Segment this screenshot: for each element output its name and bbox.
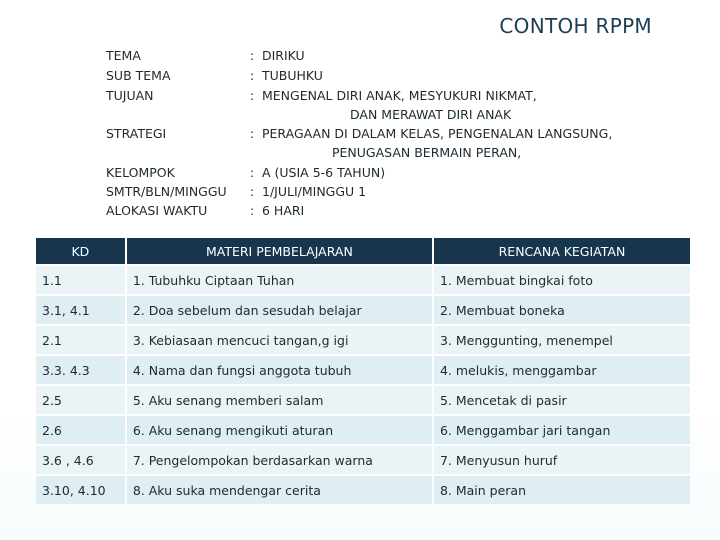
cell-rencana: 7. Menyusun huruf <box>434 446 690 474</box>
colon: : <box>250 203 255 218</box>
cell-kd: 1.1 <box>36 266 125 294</box>
table-row <box>36 416 690 444</box>
header-kd: KD <box>36 238 125 264</box>
value-smtr: 1/JULI/MINGGU 1 <box>262 184 367 199</box>
page-title: CONTOH RPPM <box>499 14 652 38</box>
header-rencana: RENCANA KEGIATAN <box>434 238 690 264</box>
value-sub-tema: TUBUHKU <box>262 68 323 83</box>
cell-kd: 2.5 <box>36 386 125 414</box>
cell-kd: 3.3. 4.3 <box>36 356 125 384</box>
info-colons <box>250 46 260 226</box>
table-row <box>36 266 690 294</box>
colon: : <box>250 88 255 103</box>
cell-rencana: 4. melukis, menggambar <box>434 356 690 384</box>
cell-kd: 2.6 <box>36 416 125 444</box>
colon: : <box>250 68 255 83</box>
label-smtr: SMTR/BLN/MINGGU <box>106 184 227 199</box>
cell-rencana: 8. Main peran <box>434 476 690 504</box>
cell-rencana: 1. Membuat bingkai foto <box>434 266 690 294</box>
label-tujuan: TUJUAN <box>106 88 154 103</box>
value-kelompok: A (USIA 5-6 TAHUN) <box>262 165 386 180</box>
cell-materi: 3. Kebiasaan mencuci tangan,g igi <box>127 326 432 354</box>
cell-rencana: 6. Menggambar jari tangan <box>434 416 690 444</box>
colon: : <box>250 126 255 141</box>
colon: : <box>250 184 255 199</box>
value-tujuan: MENGENAL DIRI ANAK, MESYUKURI NIKMAT, <box>262 88 537 103</box>
table-row <box>36 356 690 384</box>
value-strategi-cont: PENUGASAN BERMAIN PERAN, <box>332 145 522 160</box>
value-alokasi: 6 HARI <box>262 203 305 218</box>
cell-kd: 3.1, 4.1 <box>36 296 125 324</box>
table-row <box>36 386 690 414</box>
cell-rencana: 5. Mencetak di pasir <box>434 386 690 414</box>
colon: : <box>250 48 255 63</box>
header-materi: MATERI PEMBELAJARAN <box>127 238 432 264</box>
value-tema: DIRIKU <box>262 48 305 63</box>
label-sub-tema: SUB TEMA <box>106 68 171 83</box>
cell-materi: 5. Aku senang memberi salam <box>127 386 432 414</box>
table-row <box>36 326 690 354</box>
value-strategi: PERAGAAN DI DALAM KELAS, PENGENALAN LANGSUNG, <box>262 126 613 141</box>
cell-rencana: 3. Menggunting, menempel <box>434 326 690 354</box>
cell-rencana: 2. Membuat boneka <box>434 296 690 324</box>
cell-materi: 7. Pengelompokan berdasarkan warna <box>127 446 432 474</box>
label-alokasi: ALOKASI WAKTU <box>106 203 208 218</box>
table-row <box>36 446 690 474</box>
cell-kd: 2.1 <box>36 326 125 354</box>
value-tujuan-cont: DAN MERAWAT DIRI ANAK <box>350 107 512 122</box>
cell-materi: 6. Aku senang mengikuti aturan <box>127 416 432 444</box>
colon: : <box>250 165 255 180</box>
info-values <box>262 46 702 226</box>
label-strategi: STRATEGI <box>106 126 167 141</box>
cell-kd: 3.6 , 4.6 <box>36 446 125 474</box>
label-tema: TEMA <box>106 48 141 63</box>
cell-materi: 4. Nama dan fungsi anggota tubuh <box>127 356 432 384</box>
table-row <box>36 296 690 324</box>
rppm-table <box>34 236 692 506</box>
cell-materi: 2. Doa sebelum dan sesudah belajar <box>127 296 432 324</box>
cell-materi: 8. Aku suka mendengar cerita <box>127 476 432 504</box>
cell-kd: 3.10, 4.10 <box>36 476 125 504</box>
info-labels <box>106 46 256 226</box>
label-kelompok: KELOMPOK <box>106 165 175 180</box>
cell-materi: 1. Tubuhku Ciptaan Tuhan <box>127 266 432 294</box>
table-row <box>36 476 690 504</box>
table-header-row <box>36 238 690 264</box>
